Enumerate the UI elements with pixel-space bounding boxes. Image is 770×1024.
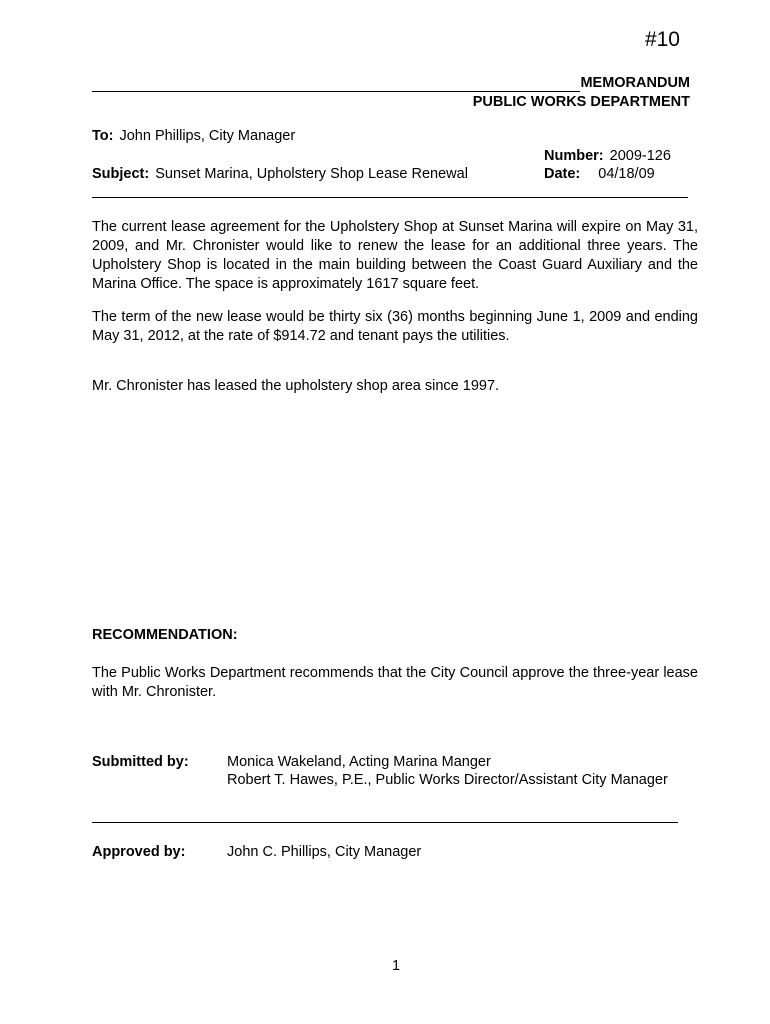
to-label: To: bbox=[92, 128, 114, 144]
submitted-by-label: Submitted by: bbox=[92, 754, 189, 770]
date-value: 04/18/09 bbox=[598, 166, 655, 182]
approved-by-label: Approved by: bbox=[92, 844, 186, 860]
number-label: Number: bbox=[544, 148, 604, 164]
memo-title-rule bbox=[92, 91, 580, 92]
date-line bbox=[544, 166, 655, 182]
page-number: 1 bbox=[391, 958, 401, 974]
item-number: #10 bbox=[644, 28, 680, 51]
subject-label: Subject: bbox=[92, 166, 150, 182]
recommendation-text: The Public Works Department recommends that the City Council approve the three-year lease with Mr. Chronister. bbox=[92, 665, 698, 700]
submitted-by-name: Robert T. Hawes, P.E., Public Works Director/Assistant City Manager bbox=[227, 772, 668, 788]
memo-title: MEMORANDUM bbox=[580, 75, 690, 91]
subject-line bbox=[92, 166, 468, 182]
to-line bbox=[92, 128, 295, 144]
recommendation-heading: RECOMMENDATION: bbox=[92, 627, 238, 643]
subject-value: Sunset Marina, Upholstery Shop Lease Renewal bbox=[155, 166, 468, 182]
approved-by-name: John C. Phillips, City Manager bbox=[227, 844, 422, 860]
to-value: John Phillips, City Manager bbox=[119, 128, 296, 144]
department-title: PUBLIC WORKS DEPARTMENT bbox=[472, 94, 690, 110]
body-paragraph: The current lease agreement for the Upholstery Shop at Sunset Marina will expire on May 31, 2009, and Mr. Chronister would like to renew the lease for an additional three years. The Upholstery Shop is located in the main building between the Coast Guard Auxiliary and the Marina Office. The space is approximately 1617 square feet. bbox=[92, 219, 698, 292]
body-paragraph: The term of the new lease would be thirty six (36) months beginning June 1, 2009 and ending May 31, 2012, at the rate of $914.72 and tenant pays the utilities. bbox=[92, 309, 698, 344]
body-paragraph: Mr. Chronister has leased the upholstery shop area since 1997. bbox=[92, 378, 500, 394]
date-label: Date: bbox=[544, 166, 581, 182]
submitted-by-name: Monica Wakeland, Acting Marina Manger bbox=[227, 754, 491, 770]
number-line bbox=[544, 148, 671, 164]
signature-divider bbox=[92, 822, 678, 823]
number-value: 2009-126 bbox=[609, 148, 671, 164]
header-divider bbox=[92, 197, 688, 198]
